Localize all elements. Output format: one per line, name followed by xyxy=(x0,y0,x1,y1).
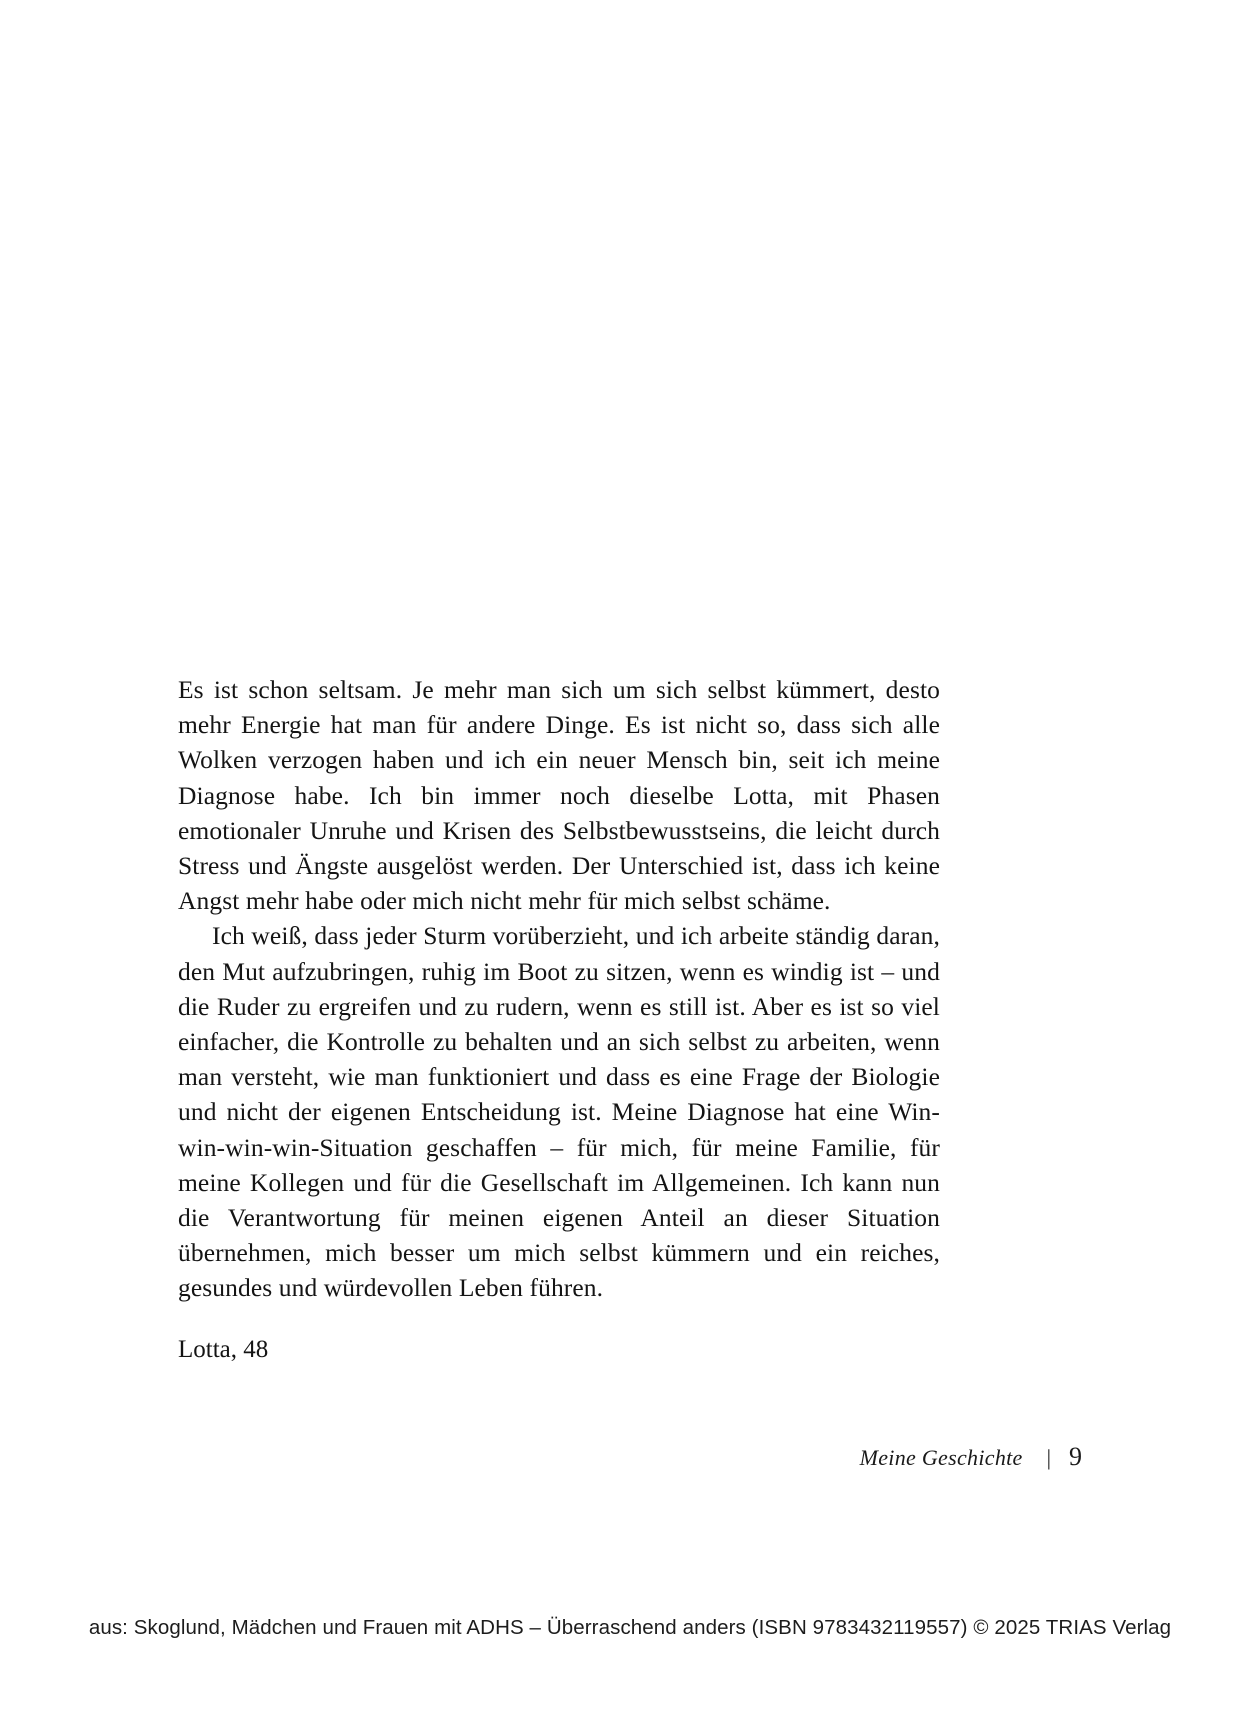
source-attribution-note: aus: Skoglund, Mädchen und Frauen mit ADHS – Überraschend anders (ISBN 9783432119557) © 2025 TRIAS Verlag xyxy=(88,1616,1172,1639)
footer-chapter-title: Meine Geschichte xyxy=(859,1445,1023,1470)
paragraph-1: Es ist schon seltsam. Je mehr man sich um sich selbst kümmert, desto mehr Energie hat man für andere Dinge. Es ist nicht so, dass sich alle Wolken verzogen haben und ich ein neuer Mensch bin, seit ich meine Diagnose habe. Ich bin immer noch dieselbe Lotta, mit Phasen emotionaler Unruhe und Krisen des Selbstbewusstseins, die leicht durch Stress und Ängste ausgelöst werden. Der Unterschied ist, dass ich keine Angst mehr habe oder mich nicht mehr für mich selbst schäme. xyxy=(178,675,940,916)
footer-separator: | xyxy=(1046,1445,1051,1470)
paragraph-2: Ich weiß, dass jeder Sturm vorüberzieht, und ich arbeite ständig daran, den Mut aufzubringen, ruhig im Boot zu sitzen, wenn es windig ist – und die Ruder zu ergreifen und zu rudern, wenn es still ist. Aber es ist so viel einfacher, die Kontrolle zu behalten und an sich selbst zu arbeiten, wenn man versteht, wie man funktioniert und dass es eine Frage der Biologie und nicht der eigenen Entscheidung ist. Meine Diagnose hat eine Win-win-win-win-Situation geschaffen – für mich, für meine Familie, für meine Kollegen und für die Gesellschaft im Allgemeinen. Ich kann nun die Verantwortung für meinen eigenen Anteil an dieser Situation übernehmen, mich besser um mich selbst kümmern und ein reiches, gesundes und würdevollen Leben führen. xyxy=(178,921,940,1303)
footer-page-number: 9 xyxy=(1069,1442,1082,1471)
running-footer xyxy=(860,1442,1082,1472)
body-text xyxy=(178,672,940,1306)
attribution-line: Lotta, 48 xyxy=(178,1336,269,1363)
